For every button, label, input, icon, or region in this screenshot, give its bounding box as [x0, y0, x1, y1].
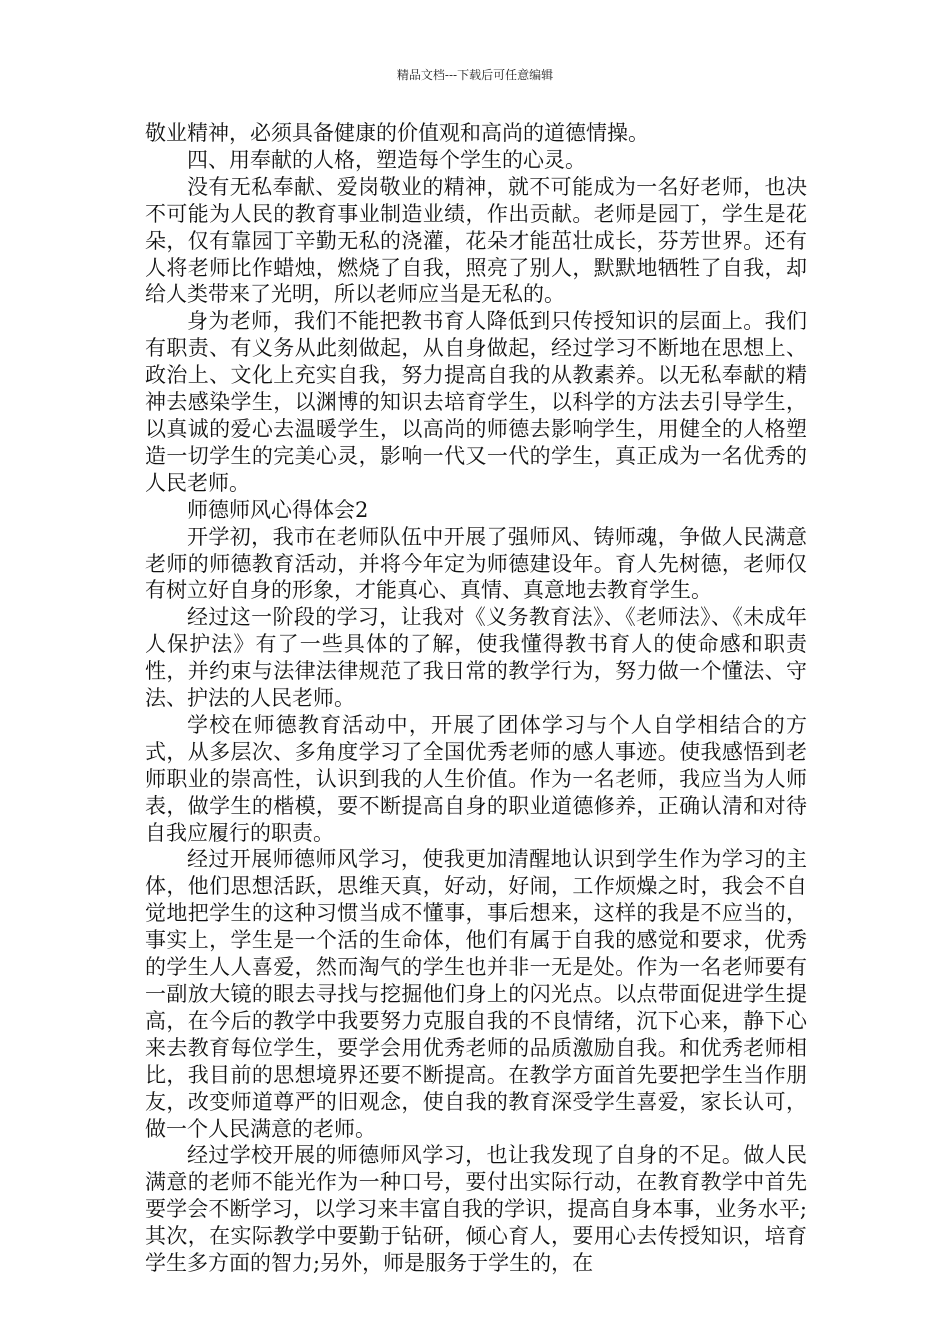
paragraph-continuation: 敬业精神，必须具备健康的价值观和高尚的道德情操。 [145, 121, 649, 145]
page-header: 精品文档---下载后可任意编辑 [396, 68, 554, 82]
document-body [145, 120, 807, 1277]
paragraph: 经过学校开展的师德师风学习，也让我发现了自身的不足。做人民满意的老师不能光作为一种口号，要付出实际行动，在教育教学中首先要学会不断学习，以学习来丰富自我的学识，提高自身本事，业务水平;其次，在实际教学中要勤于钻研，倾心育人，要用心去传授知识，培育学生多方面的智力;另外，师是服务于学生的，在 [145, 1143, 807, 1276]
paragraph: 学校在师德教育活动中，开展了团体学习与个人自学相结合的方式，从多层次、多角度学习了全国优秀老师的感人事迹。使我感悟到老师职业的崇高性，认识到我的人生价值。作为一名老师，我应当为人师表，做学生的楷模，要不断提高自身的职业道德修养，正确认清和对待自我应履行的职责。 [145, 712, 807, 845]
section-heading-four: 四、用奉献的人格，塑造每个学生的心灵。 [187, 147, 586, 172]
paragraph: 开学初，我市在老师队伍中开展了强师风、铸师魂，争做人民满意老师的师德教育活动，并将今年定为师德建设年。育人先树德，老师仅有树立好自身的形象，才能真心、真情、真意地去教育学生。 [145, 524, 807, 603]
paragraph: 身为老师，我们不能把教书育人降低到只传授知识的层面上。我们有职责、有义务从此刻做起，从自身做起，经过学习不断地在思想上、政治上、文化上充实自我，努力提高自我的从教素养。以无私奉献的精神去感染学生，以渊博的知识去培育学生，以科学的方法去引导学生，以真诚的爱心去温暖学生，以高尚的师德去影响学生，用健全的人格塑造一切学生的完美心灵，影响一代又一代的学生，真正成为一名优秀的人民老师。 [145, 309, 807, 495]
paragraph: 经过开展师德师风学习，使我更加清醒地认识到学生作为学习的主体，他们思想活跃，思维天真，好动，好闹，工作烦燥之时，我会不自觉地把学生的这种习惯当成不懂事，事后想来，这样的我是不应当的，事实上，学生是一个活的生命体，他们有属于自我的感觉和要求，优秀的学生人人喜爱，然而淘气的学生也并非一无是处。作为一名老师要有一副放大镜的眼去寻找与挖掘他们身上的闪光点。以点带面促进学生提高，在今后的教学中我要努力克服自我的不良情绪，沉下心来，静下心来去教育每位学生，要学会用优秀老师的品质激励自我。和优秀老师相比，我目前的思想境界还要不断提高。在教学方面首先要把学生当作朋友，改变师道尊严的旧观念，使自我的教育深受学生喜爱，家长认可，做一个人民满意的老师。 [145, 847, 807, 1141]
paragraph: 没有无私奉献、爱岗敬业的精神，就不可能成为一名好老师，也决不可能为人民的教育事业制造业绩，作出贡献。老师是园丁，学生是花朵，仅有靠园丁辛勤无私的浇灌，花朵才能茁壮成长，芬芳世界。还有人将老师比作蜡烛，燃烧了自我，照亮了别人，默默地牺牲了自我，却给人类带来了光明，所以老师应当是无私的。 [145, 174, 807, 307]
paragraph: 经过这一阶段的学习，让我对《义务教育法》、《老师法》、《未成年人保护法》有了一些具体的了解，使我懂得教书育人的使命感和职责性，并约束与法律法律规范了我日常的教学行为，努力做一个懂法、守法、护法的人民老师。 [145, 605, 807, 711]
article-title: 师德师风心得体会2 [187, 497, 369, 522]
